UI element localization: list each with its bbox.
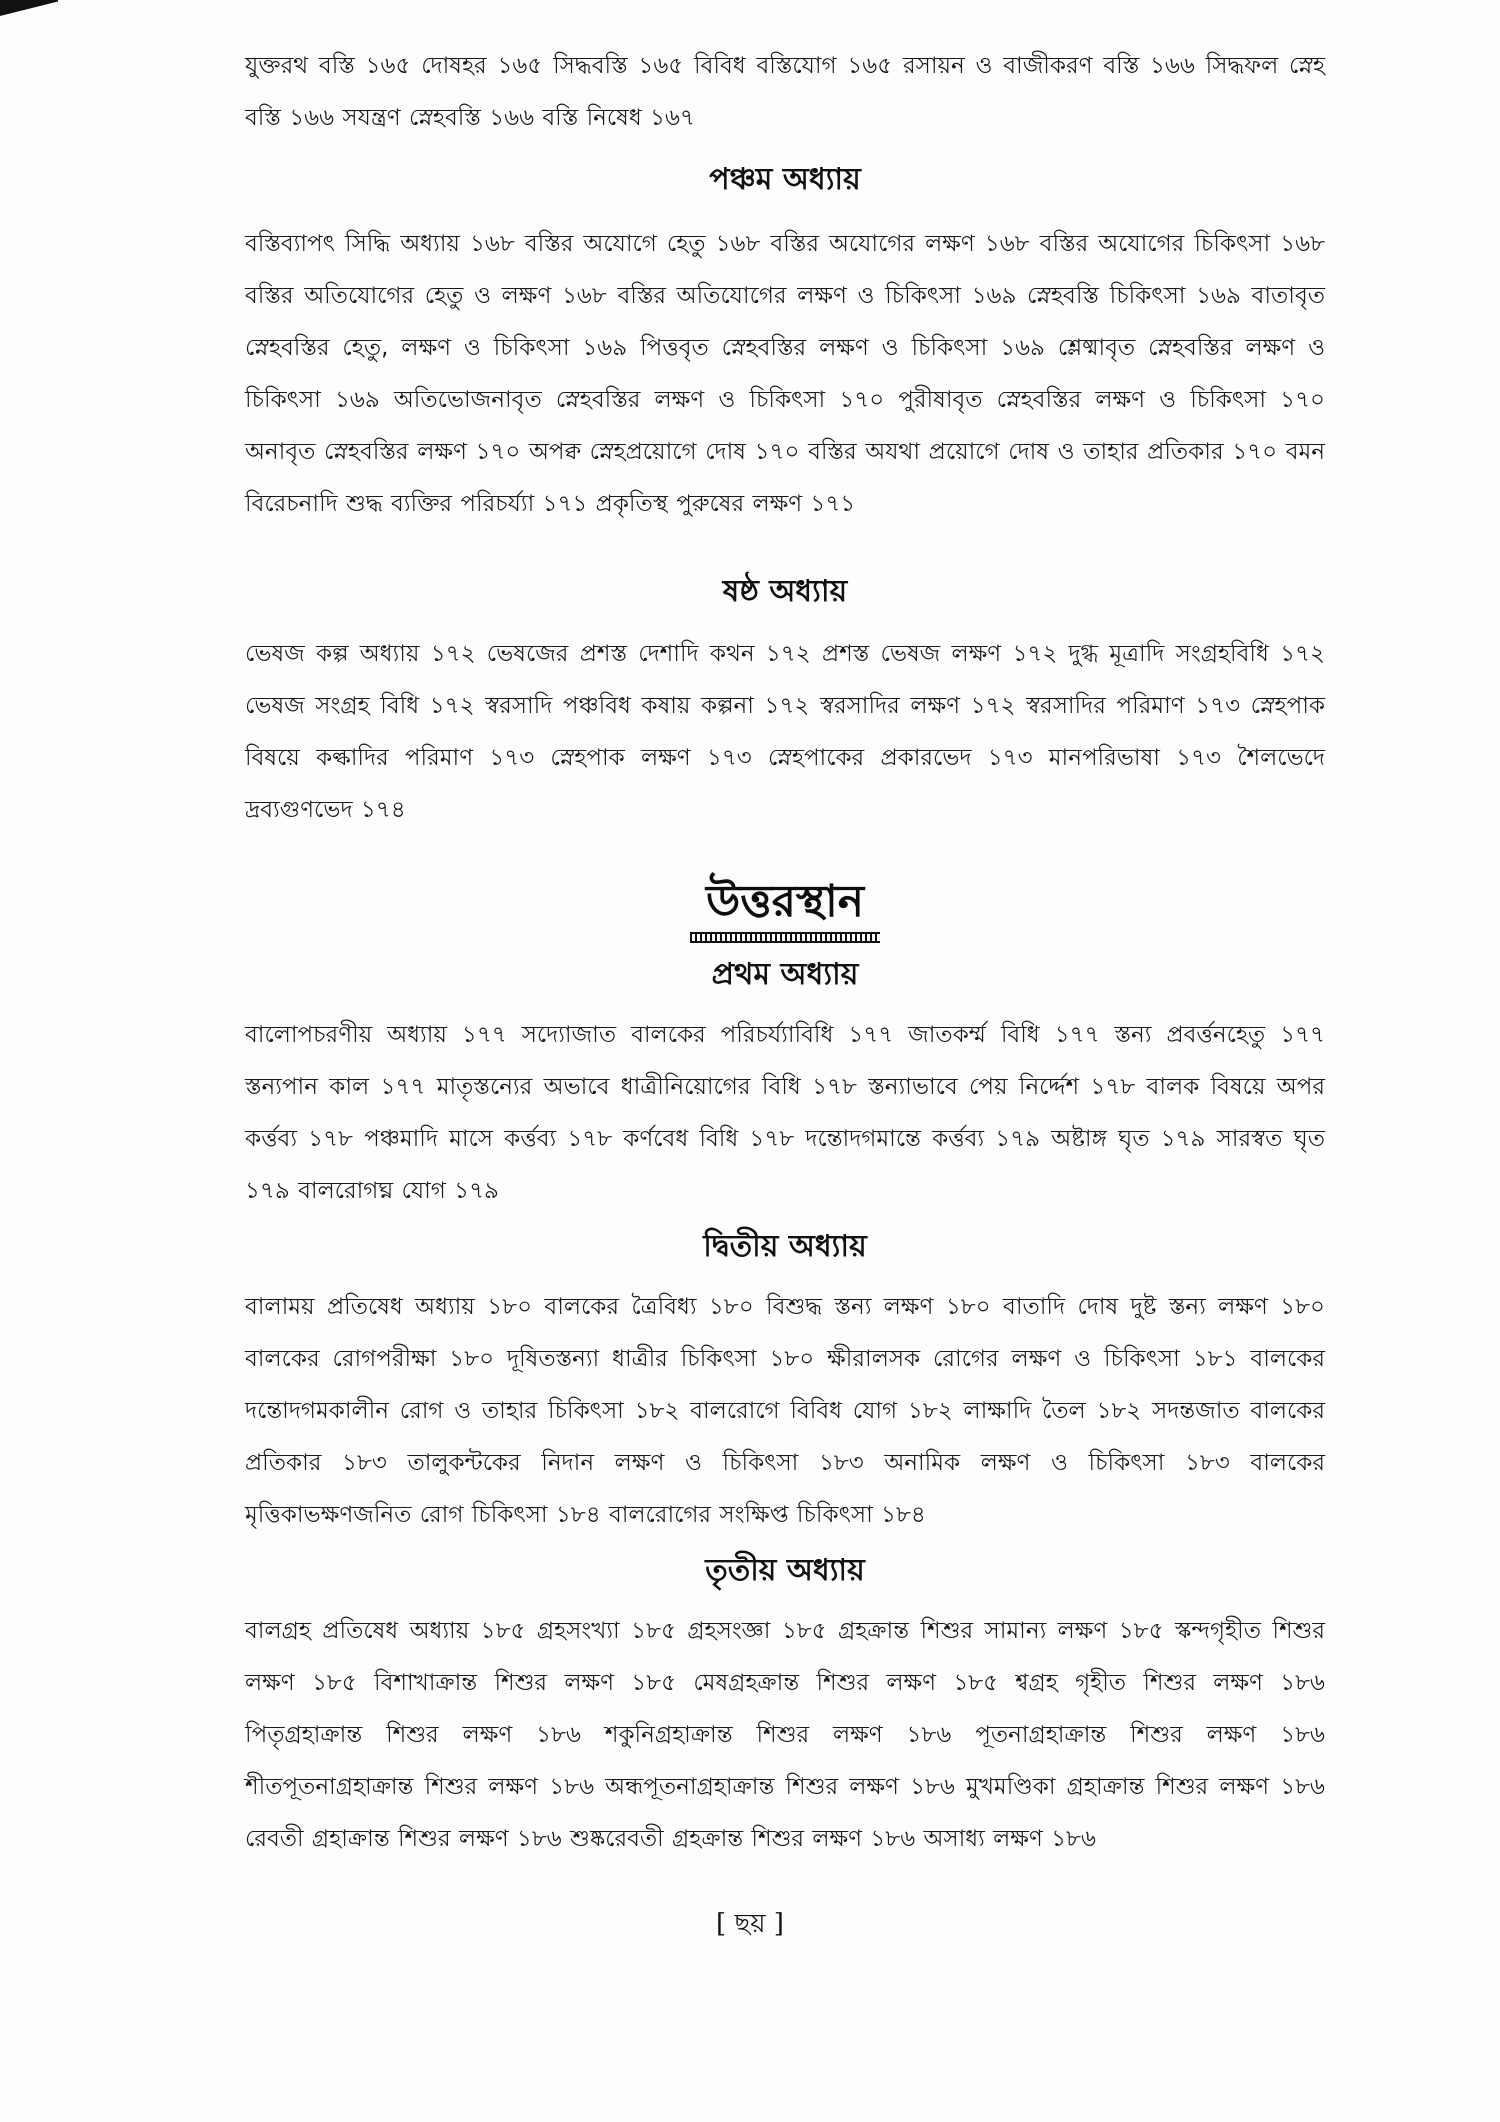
- uttar-chapter-3-heading: তৃতীয় অধ্যায়: [705, 1553, 865, 1588]
- uttar-chapter-2-heading: দ্বিতীয় অধ্যায়: [703, 1229, 867, 1264]
- uttar-chapter-3-entries: বালগ্রহ প্রতিষেধ অধ্যায় ১৮৫ গ্রহসংখ্যা ১৮৫ গ্রহসংজ্ঞা ১৮৫ গ্রহক্রান্ত শিশুর সামান্য লক্ষণ ১৮৫ স্কন্দগৃহীত শিশুর লক্ষণ ১৮৫ বিশাখাক্রান্ত শিশুর লক্ষণ ১৮৫ মেষগ্রহক্রান্ত শিশুর লক্ষণ ১৮৫ শ্বগ্রহ গৃহীত শিশুর লক্ষণ ১৮৬ পিতৃগ্রহাক্রান্ত শিশুর লক্ষণ ১৮৬ শকুনিগ্রহাক্রান্ত শিশুর লক্ষণ ১৮৬ পূতনাগ্রহাক্রান্ত শিশুর লক্ষণ ১৮৬ শীতপূতনাগ্রহাক্রান্ত শিশুর লক্ষণ ১৮৬ অন্ধপূতনাগ্রহাক্রান্ত শিশুর লক্ষণ ১৮৬ মুখমণ্ডিকা গ্রহাক্রান্ত শিশুর লক্ষণ ১৮৬ রেবতী গ্রহাক্রান্ত শিশুর লক্ষণ ১৮৬ শুষ্করেবতী গ্রহক্রান্ত শিশুর লক্ষণ ১৮৬ অসাধ্য লক্ষণ ১৮৬: [245, 1618, 1325, 1852]
- table-of-contents: [245, 40, 1325, 1865]
- section-title-underline: [245, 932, 1325, 943]
- uttar-chapter-1-heading: প্রথম অধ্যায়: [711, 957, 859, 992]
- section-title-text: উত্তরস্থান: [705, 876, 865, 927]
- chapter-6-entries: ভেষজ কল্প অধ্যায় ১৭২ ভেষজের প্রশস্ত দেশাদি কথন ১৭২ প্রশস্ত ভেষজ লক্ষণ ১৭২ দুগ্ধ মূত্রাদি সংগ্রহবিধি ১৭২ ভেষজ সংগ্রহ বিধি ১৭২ স্বরসাদি পঞ্চবিধ কষায় কল্পনা ১৭২ স্বরসাদির লক্ষণ ১৭২ স্বরসাদির পরিমাণ ১৭৩ স্নেহপাক বিষয়ে কল্কাদির পরিমাণ ১৭৩ স্নেহপাক লক্ষণ ১৭৩ স্নেহপাকের প্রকারভেদ ১৭৩ মানপরিভাষা ১৭৩ শৈলভেদে দ্রব্যগুণভেদ ১৭৪: [245, 641, 1325, 823]
- scan-corner-mark: [0, 0, 58, 16]
- uttar-chapter-2-entries: বালাময় প্রতিষেধ অধ্যায় ১৮০ বালকের ত্রৈবিধ্য ১৮০ বিশুদ্ধ স্তন্য লক্ষণ ১৮০ বাতাদি দোষ দুষ্ট স্তন্য লক্ষণ ১৮০ বালকের রোগপরীক্ষা ১৮০ দূষিতস্তন্যা ধাত্রীর চিকিৎসা ১৮০ ক্ষীরালসক রোগের লক্ষণ ও চিকিৎসা ১৮১ বালকের দন্তোদগমকালীন রোগ ও তাহার চিকিৎসা ১৮২ বালরোগে বিবিধ যোগ ১৮২ লাক্ষাদি তৈল ১৮২ সদন্তজাত বালকের প্রতিকার ১৮৩ তালুকন্টকের নিদান লক্ষণ ও চিকিৎসা ১৮৩ অনামিক লক্ষণ ও চিকিৎসা ১৮৩ বালকের মৃত্তিকাভক্ষণজনিত রোগ চিকিৎসা ১৮৪ বালরোগের সংক্ষিপ্ত চিকিৎসা ১৮৪: [245, 1294, 1325, 1528]
- decorative-rule: [690, 932, 880, 943]
- intro-paragraph: যুক্তরথ বস্তি ১৬৫ দোষহর ১৬৫ সিদ্ধবস্তি ১৬৫ বিবিধ বস্তিযোগ ১৬৫ রসায়ন ও বাজীকরণ বস্তি ১৬৬ সিদ্ধফল স্নেহ বস্তি ১৬৬ সযন্ত্রণ স্নেহবস্তি ১৬৬ বস্তি নিষেধ ১৬৭: [245, 53, 1325, 131]
- uttar-chapter-1-entries: বালোপচরণীয় অধ্যায় ১৭৭ সদ্যোজাত বালকের পরিচর্য্যাবিধি ১৭৭ জাতকর্ম্ম বিধি ১৭৭ স্তন্য প্রবর্ত্তনহেতু ১৭৭ স্তন্যপান কাল ১৭৭ মাতৃস্তন্যের অভাবে ধাত্রীনিয়োগের বিধি ১৭৮ স্তন্যাভাবে পেয় নির্দ্দেশ ১৭৮ বালক বিষয়ে অপর কর্ত্তব্য ১৭৮ পঞ্চমাদি মাসে কর্ত্তব্য ১৭৮ কর্ণবেধ বিধি ১৭৮ দন্তোদগমান্তে কর্ত্তব্য ১৭৯ অষ্টাঙ্গ ঘৃত ১৭৯ সারস্বত ঘৃত ১৭৯ বালরোগঘ্ন যোগ ১৭৯: [245, 1022, 1325, 1204]
- page-number: [ ছয় ]: [716, 1909, 784, 1939]
- chapter-5-entries: বস্তিব্যাপৎ সিদ্ধি অধ্যায় ১৬৮ বস্তির অযোগে হেতু ১৬৮ বস্তির অযোগের লক্ষণ ১৬৮ বস্তির অযোগের চিকিৎসা ১৬৮ বস্তির অতিযোগের হেতু ও লক্ষণ ১৬৮ বস্তির অতিযোগের লক্ষণ ও চিকিৎসা ১৬৯ স্নেহবস্তি চিকিৎসা ১৬৯ বাতাবৃত স্নেহবস্তির হেতু, লক্ষণ ও চিকিৎসা ১৬৯ পিত্তবৃত স্নেহবস্তির লক্ষণ ও চিকিৎসা ১৬৯ শ্লেষ্মাবৃত স্নেহবস্তির লক্ষণ ও চিকিৎসা ১৬৯ অতিভোজনাবৃত স্নেহবস্তির লক্ষণ ও চিকিৎসা ১৭০ পুরীষাবৃত স্নেহবস্তির লক্ষণ ও চিকিৎসা ১৭০ অনাবৃত স্নেহবস্তির লক্ষণ ১৭০ অপক্ব স্নেহপ্রয়োগে দোষ ১৭০ বস্তির অযথা প্রয়োগে দোষ ও তাহার প্রতিকার ১৭০ বমন বিরেচনাদি শুদ্ধ ব্যক্তির পরিচর্য্যা ১৭১ প্রকৃতিস্থ পুরুষের লক্ষণ ১৭১: [245, 231, 1325, 517]
- section-title: [245, 874, 1325, 930]
- chapter-5-heading: পঞ্চম অধ্যায়: [709, 162, 861, 197]
- chapter-6-heading: ষষ্ঠ অধ্যায়: [722, 574, 848, 609]
